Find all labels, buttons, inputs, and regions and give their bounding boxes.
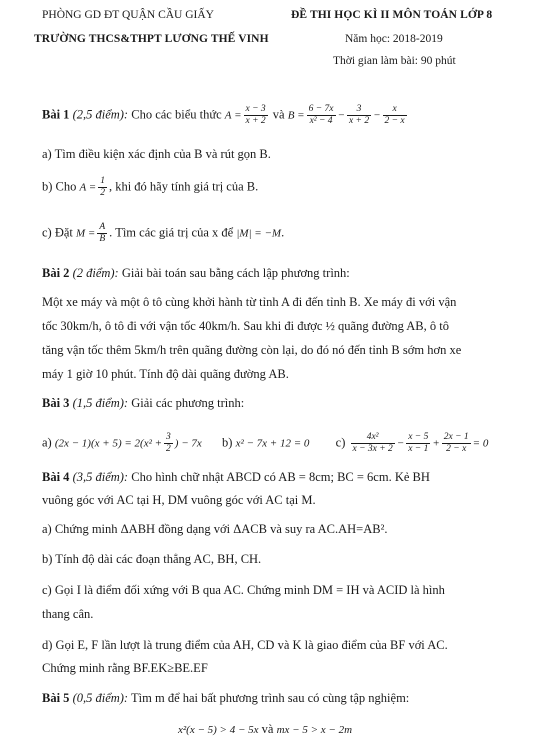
bai5-inequality-2: mx − 5 > x − 2m — [276, 724, 353, 736]
bai1-c-condition: |M| = −M — [236, 227, 282, 240]
bai4-part-c-line1: c) Gọi I là điểm đối xứng với B qua AC. Chứng minh DM = IH và ACID là hình — [42, 583, 445, 597]
bai3-a-eq-left: (2x − 1)(x + 5) = 2(x² + — [54, 437, 163, 450]
bai1-b-frac1 — [307, 104, 336, 127]
bai4-part-d-line1: d) Gọi E, F lần lượt là trung điểm của AH, CD và K là giao điểm của BF với AC. — [42, 638, 448, 652]
bai2-text-line1: Một xe máy và một ô tô cùng khởi hành từ tỉnh A đi đến tỉnh B. Xe máy đi với vận — [42, 295, 457, 309]
header-department: PHÒNG GD ĐT QUẬN CẦU GIẤY — [42, 9, 214, 21]
bai4-part-a: a) Chứng minh ΔABH đồng dạng với ΔACB và suy ra AC.AH=AB². — [42, 522, 388, 536]
bai1-b-frac1-den: x² − 4 — [309, 116, 333, 126]
bai5-intro: Tìm m để hai bất phương trình sau có cùng tập nghiệm: — [131, 691, 410, 705]
bai4-part-d-line2: Chứng minh rằng BF.EK≥BE.EF — [42, 661, 208, 675]
bai3-a-label: a) — [42, 435, 52, 450]
bai1-part-a: a) Tìm điều kiện xác định của B và rút gọn B. — [42, 147, 271, 161]
bai1-b-condition-lhs: A = — [79, 181, 97, 194]
bai1-b-op2: − — [373, 109, 381, 122]
bai3-b-eq: x² − 7x + 12 = 0 — [235, 437, 310, 450]
bai4-part-b: b) Tính độ dài các đoạn thẳng AC, BH, CH. — [42, 552, 262, 566]
bai2-heading — [42, 265, 518, 282]
bai1-c-num: A — [99, 222, 106, 232]
bai3-c-frac3-num: 2x − 1 — [443, 432, 469, 442]
bai1-c-den: B — [99, 234, 106, 244]
bai1-and: và — [272, 107, 285, 122]
bai1-b-frac3-num: x — [383, 104, 407, 116]
bai2-text-line3: tăng vận tốc thêm 5km/h trên quãng đường còn lại, do đó nó đến tỉnh B sớm hơn xe — [42, 343, 462, 357]
bai1-heading — [42, 104, 518, 127]
bai3-c-frac3-den: 2 − x — [446, 444, 467, 454]
header-exam-title: ĐỀ THI HỌC KÌ II MÔN TOÁN LỚP 8 — [291, 9, 493, 21]
bai3-a-frac-den: 2 — [166, 444, 171, 454]
bai1-b-frac1-num: 6 − 7x — [308, 104, 334, 114]
bai5-inequality-1: x²(x − 5) > 4 − 5x — [178, 724, 259, 736]
bai4-points: (3,5 điểm): — [72, 470, 129, 484]
bai4-part-c-line2: thang cân. — [42, 607, 94, 621]
bai3-label: Bài 3 — [42, 396, 70, 410]
bai3-c-frac2 — [406, 432, 430, 455]
bai4-label: Bài 4 — [42, 470, 70, 484]
bai3-a-eq-right: ) − 7x — [174, 437, 202, 450]
bai4-intro-line2: vuông góc với AC tại H, DM vuông góc với AC tại M. — [42, 493, 316, 507]
bai3-points: (1,5 điểm): — [72, 396, 129, 410]
header-school: TRƯỜNG THCS&THPT LƯƠNG THẾ VINH — [34, 33, 269, 45]
bai3-c-frac2-num: x − 5 — [408, 432, 429, 442]
bai3-c-frac1-num: 4x² — [351, 432, 395, 444]
bai1-part-c — [42, 222, 518, 245]
bai2-label: Bài 2 — [42, 266, 70, 280]
bai1-b-frac3-den: 2 − x — [384, 116, 405, 126]
bai1-c-end: . — [281, 225, 285, 240]
bai1-b-pre: b) Cho — [42, 179, 77, 194]
bai3-c-label: c) — [335, 435, 346, 450]
bai1-b-frac2-num: 3 — [347, 104, 371, 116]
header-time-limit: Thời gian làm bài: 90 phút — [333, 55, 456, 67]
bai3-a-frac-num: 3 — [166, 432, 171, 442]
bai5-heading — [42, 690, 518, 707]
bai1-b-condition-den: 2 — [100, 188, 105, 198]
bai3-c-op1: − — [396, 437, 405, 450]
bai1-c-fraction — [97, 222, 107, 245]
bai5-points: (0,5 điểm): — [72, 691, 129, 705]
bai1-a-den: x + 2 — [245, 116, 266, 126]
bai1-c-post: . Tìm các giá trị của x để — [109, 225, 234, 240]
bai5-and: và — [261, 722, 274, 736]
bai3-equations — [42, 432, 518, 455]
bai5-inequalities — [178, 722, 352, 737]
bai1-b-condition-fraction — [98, 176, 107, 199]
bai1-part-b — [42, 176, 518, 199]
bai1-b-frac3 — [383, 104, 407, 127]
header-school-year: Năm học: 2018-2019 — [345, 33, 443, 45]
bai1-b-post: , khi đó hãy tính giá trị của B. — [108, 179, 259, 194]
bai3-heading — [42, 395, 518, 412]
bai1-a-num: x − 3 — [245, 104, 266, 114]
bai1-c-lhs: M = — [76, 227, 96, 240]
bai4-intro-line1: Cho hình chữ nhật ABCD có AB = 8cm; BC = 6cm. Kẻ BH — [131, 470, 430, 484]
bai1-b-lhs: B = — [287, 109, 305, 122]
bai2-intro: Giải bài toán sau bằng cách lập phương trình: — [121, 266, 350, 280]
bai1-label: Bài 1 — [42, 107, 70, 122]
bai3-c-rhs: = 0 — [472, 437, 489, 450]
bai4-heading — [42, 469, 518, 486]
bai1-b-frac2-den: x + 2 — [348, 116, 370, 126]
bai3-c-frac1 — [351, 432, 395, 455]
bai3-b-label: b) — [222, 435, 233, 450]
bai1-a-fraction — [244, 104, 268, 127]
bai3-c-frac2-den: x − 1 — [408, 444, 429, 454]
bai2-text-line2: tốc 30km/h, ô tô đi với vận tốc 40km/h. Sau khi đi được ½ quãng đường AB, ô tô — [42, 319, 449, 333]
bai1-c-pre: c) Đặt — [42, 225, 73, 240]
bai1-intro: Cho các biểu thức — [131, 107, 222, 122]
bai1-a-lhs: A = — [224, 109, 242, 122]
bai5-label: Bài 5 — [42, 691, 70, 705]
bai3-c-op2: + — [432, 437, 440, 450]
bai3-intro: Giải các phương trình: — [131, 396, 245, 410]
bai3-c-frac1-den: x − 3x + 2 — [352, 444, 393, 454]
bai1-b-frac2 — [347, 104, 371, 127]
bai2-text-line4: máy 1 giờ 10 phút. Tính độ dài quãng đường AB. — [42, 367, 289, 381]
bai3-c-frac3 — [442, 432, 471, 455]
bai1-b-op1: − — [337, 109, 345, 122]
bai3-a-fraction — [164, 432, 173, 455]
bai1-b-condition-num: 1 — [100, 176, 105, 186]
bai2-points: (2 điểm): — [72, 266, 119, 280]
bai1-points: (2,5 điểm): — [72, 107, 129, 122]
